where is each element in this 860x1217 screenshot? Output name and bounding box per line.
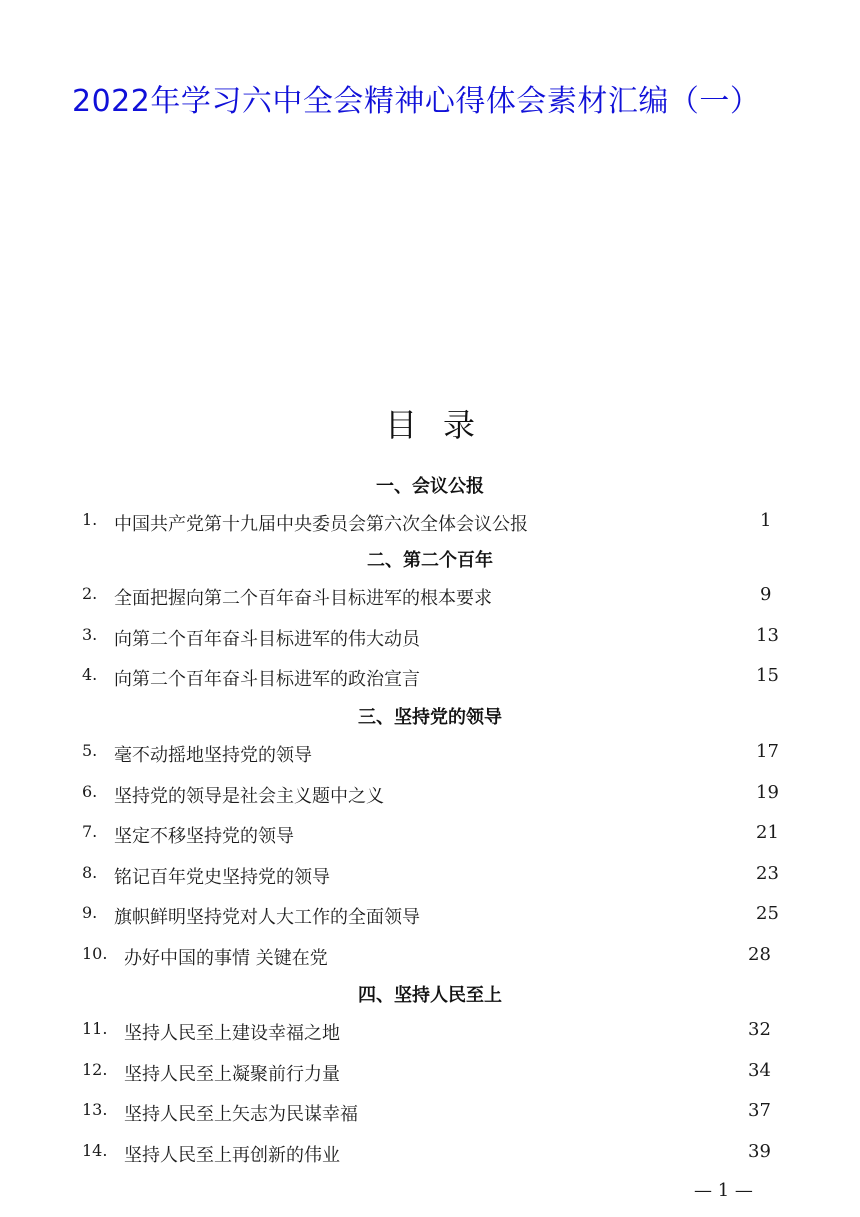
toc-entry[interactable]	[82, 944, 782, 970]
toc-entry-number: 5.	[82, 741, 98, 760]
toc-entry-number: 2.	[82, 584, 98, 603]
toc-entry-number: 6.	[82, 781, 98, 801]
toc-entry-number: 4.	[82, 665, 98, 685]
toc-entry[interactable]	[82, 1100, 782, 1126]
toc-entry[interactable]	[82, 510, 782, 536]
toc-entry-page: 23	[756, 862, 779, 884]
toc-entry-page: 1	[760, 510, 772, 531]
toc-entry-page: 19	[756, 781, 779, 803]
toc-section-heading: 四、坚持人民至上	[358, 985, 502, 1006]
document-title: 2022年学习六中全会精神心得体会素材汇编（一）	[72, 84, 761, 119]
toc-entry-page: 13	[756, 624, 779, 646]
toc-entry[interactable]	[82, 782, 782, 808]
toc-entry-page: 15	[756, 665, 779, 687]
toc-section-heading: 一、会议公报	[376, 476, 484, 497]
toc-entry[interactable]	[82, 625, 782, 651]
toc-entry-number: 8.	[82, 862, 98, 882]
toc-entry-page: 34	[748, 1059, 771, 1081]
toc-entry-number: 12.	[82, 1059, 108, 1079]
toc-entry-title: 坚持人民至上再创新的伟业	[124, 1144, 340, 1166]
toc-entry-title: 中国共产党第十九届中央委员会第六次全体会议公报	[114, 514, 528, 535]
toc-entry[interactable]	[82, 1141, 782, 1167]
toc-entry-title: 坚持人民至上凝聚前行力量	[124, 1063, 340, 1085]
toc-entry-title: 旗帜鲜明坚持党对人大工作的全面领导	[114, 907, 420, 929]
toc-entry-title: 办好中国的事情 关键在党	[124, 948, 328, 969]
toc-entry-page: 17	[756, 741, 779, 762]
toc-entry-title: 坚持人民至上建设幸福之地	[124, 1023, 340, 1044]
toc-entry-page: 32	[748, 1019, 771, 1040]
page-number-footer: — 1 —	[694, 1180, 753, 1201]
toc-entry-page: 25	[756, 903, 779, 925]
toc-entry-page: 37	[748, 1100, 771, 1122]
toc-entry[interactable]	[82, 584, 782, 610]
toc-entry-title: 毫不动摇地坚持党的领导	[114, 745, 312, 766]
toc-entry-number: 11.	[82, 1019, 108, 1038]
toc-entry-title: 向第二个百年奋斗目标进军的政治宣言	[114, 669, 420, 691]
toc-entry-number: 14.	[82, 1140, 108, 1160]
toc-entry[interactable]	[82, 1019, 782, 1045]
toc-entry-title: 向第二个百年奋斗目标进军的伟大动员	[114, 628, 420, 650]
toc-entry[interactable]	[82, 1060, 782, 1086]
toc-entry[interactable]	[82, 741, 782, 767]
toc-entry-number: 3.	[82, 624, 98, 644]
toc-entry-number: 9.	[82, 903, 98, 923]
toc-entry-number: 13.	[82, 1100, 108, 1120]
toc-entry-title: 坚持人民至上矢志为民谋幸福	[124, 1104, 358, 1126]
toc-entry-title: 坚持党的领导是社会主义题中之义	[114, 785, 384, 807]
toc-entry[interactable]	[82, 822, 782, 848]
toc-entry-page: 39	[748, 1140, 771, 1162]
toc-entry-title: 坚定不移坚持党的领导	[114, 826, 294, 848]
toc-entry[interactable]	[82, 903, 782, 929]
toc-entry[interactable]	[82, 665, 782, 691]
toc-entry-title: 全面把握向第二个百年奋斗目标进军的根本要求	[114, 588, 492, 609]
toc-section-heading: 三、坚持党的领导	[358, 707, 502, 728]
toc-entry-number: 7.	[82, 822, 98, 842]
toc-heading: 目录	[384, 406, 501, 444]
toc-entry-page: 9	[760, 584, 772, 605]
toc-entry[interactable]	[82, 863, 782, 889]
toc-entry-title: 铭记百年党史坚持党的领导	[114, 866, 330, 888]
toc-entry-page: 28	[748, 944, 771, 965]
toc-entry-number: 1.	[82, 510, 98, 529]
toc-section-heading: 二、第二个百年	[367, 550, 493, 571]
toc-entry-page: 21	[756, 822, 779, 844]
toc-entry-number: 10.	[82, 944, 108, 963]
